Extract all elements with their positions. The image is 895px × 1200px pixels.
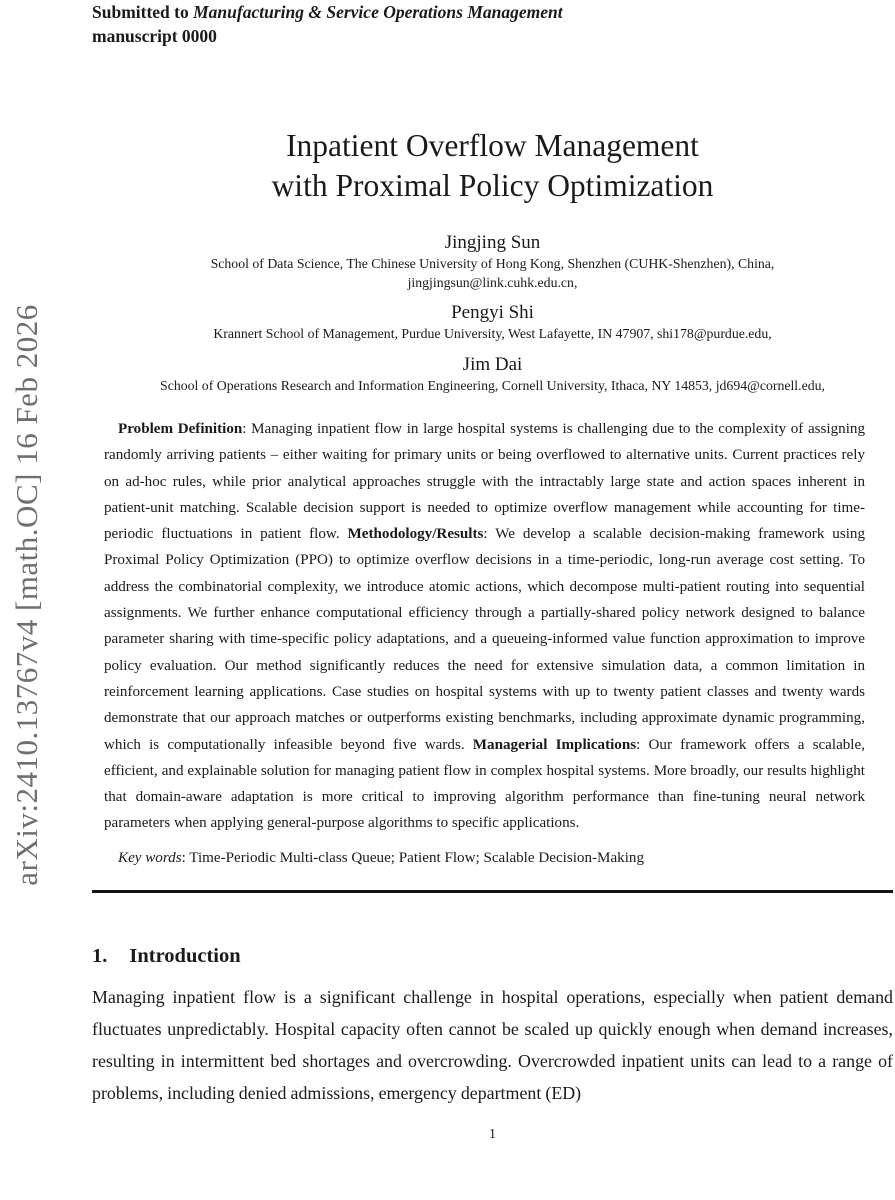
section-heading-introduction: [92, 945, 893, 968]
submitted-to-text: Submitted to: [92, 2, 194, 22]
author-list: [92, 231, 893, 395]
author-block: [92, 231, 893, 292]
keywords-line: [104, 846, 865, 870]
arxiv-identifier-watermark: arXiv:2410.13767v4 [math.OC] 16 Feb 2026: [9, 304, 44, 886]
paper-title-line2: with Proximal Policy Optimization: [271, 168, 714, 203]
paper-title: [92, 126, 893, 206]
submitted-to-line: [92, 0, 563, 24]
author-name: Jim Dai: [462, 353, 523, 375]
abstract-label-managerial-implications: Managerial Implications: [472, 736, 637, 753]
author-email: jingjingsun@link.cuhk.edu.cn,: [407, 274, 578, 290]
author-block: [92, 301, 893, 344]
author-affiliation: School of Operations Research and Information Engineering, Cornell University, Ithaca, NY 14853, jd694@cornell.edu,: [160, 377, 825, 393]
author-name: Jingjing Sun: [444, 232, 541, 253]
author-affiliation: Krannert School of Management, Purdue University, West Lafayette, IN 47907, shi178@purdue.edu,: [213, 326, 772, 341]
journal-name: Manufacturing & Service Operations Management: [193, 2, 563, 22]
section-title: Introduction: [129, 944, 241, 967]
page-number: 1: [489, 1126, 496, 1142]
abstract-text-managerial-implications: : Our framework offers a scalable, efficient, and explainable solution for managing patient flow in complex hospital systems. More broadly, our results highlight that domain-aware adaptation is more critical to improving algorithm performance than fine-tuning neural network parameters when applying general-purpose algorithms to specific applications.: [104, 736, 865, 832]
section-number: 1.: [92, 944, 108, 967]
manuscript-number-line: manuscript 0000: [92, 26, 217, 46]
running-header: [92, 0, 563, 48]
introduction-paragraph: Managing inpatient flow is a significant challenge in hospital operations, especially when patient demand fluctuates unpredictably. Hospital capacity often cannot be scaled up quickly enough when demand increases, resulting in intermittent bed shortages and overcrowding. Overcrowded inpatient units can lead to a range of problems, including denied admissions, emergency department (ED): [92, 986, 893, 1103]
author-block: [92, 353, 893, 396]
content-column: [92, 416, 893, 1143]
abstract-text-problem-definition: : Managing inpatient flow in large hospital systems is challenging due to the complexity of assigning randomly arriving patients – either waiting for primary units or being overflowed to alternative units. Current practices rely on ad-hoc rules, while prior analytical approaches struggle with the intractably large state and action spaces inherent in patient-unit matching. Scalable decision support is needed to optimize overflow management while accounting for time-periodic fluctuations in patient flow.: [104, 421, 865, 543]
keywords-text: : Time-Periodic Multi-class Queue; Patient Flow; Scalable Decision-Making: [181, 849, 644, 866]
abstract-label-problem-definition: Problem Definition: [118, 421, 243, 437]
keywords-label: Key words: [118, 849, 182, 866]
abstract-divider-rule: [92, 890, 893, 893]
paper-title-line1: Inpatient Overflow Management: [286, 128, 699, 163]
author-name: Pengyi Shi: [451, 302, 534, 323]
abstract-text-methodology-results: : We develop a scalable decision-making framework using Proximal Policy Optimization (PPO) to optimize overflow decisions in a time-periodic, long-run average cost setting. To address the combinatorial complexity, we introduce atomic actions, which decompose multi-patient routing into sequential assignments. We further enhance computational efficiency through a partially-shared policy network designed to balance parameter sharing with time-specific policy adaptations, and a queueing-informed value function approximation to improve policy evaluation. Our method significantly reduces the need for extensive simulation data, a common limitation in reinforcement learning applications. Case studies on hospital systems with up to twenty patient classes and twenty wards demonstrate that our approach matches or outperforms existing benchmarks, including approximate dynamic programming, which is computationally infeasible beyond five wards.: [104, 526, 865, 753]
abstract-label-methodology-results: Methodology/Results: [347, 526, 484, 543]
abstract-paragraph: [104, 416, 865, 837]
author-affiliation: School of Data Science, The Chinese University of Hong Kong, Shenzhen (CUHK-Shenzhen), China,: [210, 256, 775, 271]
